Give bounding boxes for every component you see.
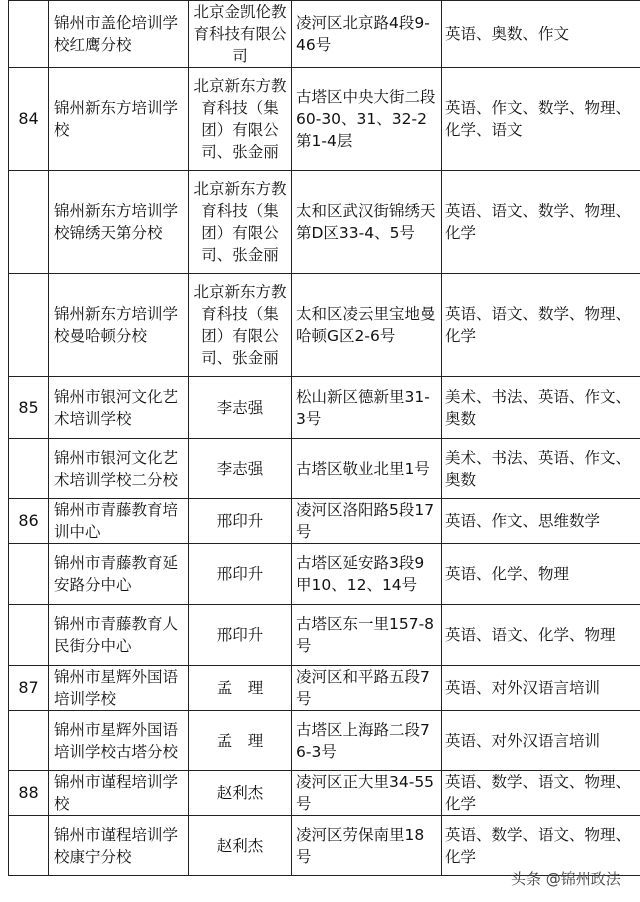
- source-watermark: [511, 868, 621, 889]
- owner-name: 北京金凯伦教育科技有限公司: [189, 1, 292, 68]
- school-name: 锦州新东方培训学校: [49, 68, 189, 171]
- owner-name: 孟 理: [189, 666, 292, 711]
- row-number: [9, 816, 49, 876]
- school-address: 凌河区和平路五段7号: [292, 666, 442, 711]
- table-row: [9, 666, 640, 711]
- row-number: 84: [9, 68, 49, 171]
- table-row: [9, 439, 640, 499]
- row-number: [9, 544, 49, 605]
- school-name: 锦州市青藤教育培训中心: [49, 499, 189, 544]
- owner-name: 赵利杰: [189, 816, 292, 876]
- subjects: 英语、奥数、作文: [442, 1, 640, 68]
- school-address: 太和区武汉街锦绣天第D区33-4、5号: [292, 171, 442, 274]
- school-name: 锦州市星辉外国语培训学校古塔分校: [49, 711, 189, 771]
- school-name: 锦州市谨程培训学校康宁分校: [49, 816, 189, 876]
- school-name: 锦州市银河文化艺术培训学校: [49, 377, 189, 439]
- owner-name: 邢印升: [189, 499, 292, 544]
- school-address: 凌河区劳保南里18号: [292, 816, 442, 876]
- school-address: 古塔区延安路3段9甲10、12、14号: [292, 544, 442, 605]
- owner-name: 孟 理: [189, 711, 292, 771]
- table-body: [9, 1, 640, 876]
- table-row: [9, 377, 640, 439]
- school-address: 古塔区上海路二段76-3号: [292, 711, 442, 771]
- owner-name: 北京新东方教育科技（集团）有限公司、张金丽: [189, 171, 292, 274]
- table-row: [9, 816, 640, 876]
- owner-name: 邢印升: [189, 544, 292, 605]
- table-row: [9, 274, 640, 377]
- table-row: [9, 711, 640, 771]
- school-address: 凌河区正大里34-55号: [292, 771, 442, 816]
- subjects: 英语、数学、语文、物理、化学: [442, 816, 640, 876]
- school-name: 锦州市青藤教育人民街分中心: [49, 605, 189, 666]
- subjects: 美术、书法、英语、作文、奥数: [442, 377, 640, 439]
- row-number: 86: [9, 499, 49, 544]
- subjects: 英语、语文、数学、物理、化学: [442, 274, 640, 377]
- school-address: 古塔区东一里157-8号: [292, 605, 442, 666]
- row-number: 87: [9, 666, 49, 711]
- school-name: 锦州市盖伦培训学校红鹰分校: [49, 1, 189, 68]
- row-number: [9, 171, 49, 274]
- owner-name: 北京新东方教育科技（集团）有限公司、张金丽: [189, 68, 292, 171]
- school-address: 松山新区德新里31-3号: [292, 377, 442, 439]
- subjects: 英语、对外汉语言培训: [442, 666, 640, 711]
- owner-name: 北京新东方教育科技（集团）有限公司、张金丽: [189, 274, 292, 377]
- row-number: [9, 439, 49, 499]
- watermark-text: 头条 @锦州政法: [511, 870, 621, 888]
- subjects: 美术、书法、英语、作文、奥数: [442, 439, 640, 499]
- row-number: [9, 274, 49, 377]
- subjects: 英语、语文、数学、物理、化学: [442, 171, 640, 274]
- school-address: 古塔区敬业北里1号: [292, 439, 442, 499]
- table-row: [9, 605, 640, 666]
- school-name: 锦州新东方培训学校曼哈顿分校: [49, 274, 189, 377]
- subjects: 英语、对外汉语言培训: [442, 711, 640, 771]
- row-number: [9, 1, 49, 68]
- subjects: 英语、作文、思维数学: [442, 499, 640, 544]
- table-row: [9, 68, 640, 171]
- school-address: 古塔区中央大街二段60-30、31、32-2第1-4层: [292, 68, 442, 171]
- school-name: 锦州市谨程培训学校: [49, 771, 189, 816]
- school-name: 锦州市青藤教育延安路分中心: [49, 544, 189, 605]
- row-number: 85: [9, 377, 49, 439]
- school-registry-table: [8, 0, 640, 876]
- table-row: [9, 171, 640, 274]
- table-row: [9, 499, 640, 544]
- table-row: [9, 1, 640, 68]
- school-name: 锦州市星辉外国语培训学校: [49, 666, 189, 711]
- owner-name: 赵利杰: [189, 771, 292, 816]
- owner-name: 李志强: [189, 377, 292, 439]
- subjects: 英语、化学、物理: [442, 544, 640, 605]
- table-row: [9, 771, 640, 816]
- school-name: 锦州新东方培训学校锦绣天第分校: [49, 171, 189, 274]
- owner-name: 邢印升: [189, 605, 292, 666]
- row-number: [9, 605, 49, 666]
- school-name: 锦州市银河文化艺术培训学校二分校: [49, 439, 189, 499]
- subjects: 英语、数学、语文、物理、化学: [442, 771, 640, 816]
- subjects: 英语、语文、化学、物理: [442, 605, 640, 666]
- school-address: 凌河区北京路4段9-46号: [292, 1, 442, 68]
- row-number: [9, 711, 49, 771]
- owner-name: 李志强: [189, 439, 292, 499]
- school-address: 凌河区洛阳路5段17号: [292, 499, 442, 544]
- subjects: 英语、作文、数学、物理、化学、语文: [442, 68, 640, 171]
- school-address: 太和区凌云里宝地曼哈顿G区2-6号: [292, 274, 442, 377]
- table-row: [9, 544, 640, 605]
- row-number: 88: [9, 771, 49, 816]
